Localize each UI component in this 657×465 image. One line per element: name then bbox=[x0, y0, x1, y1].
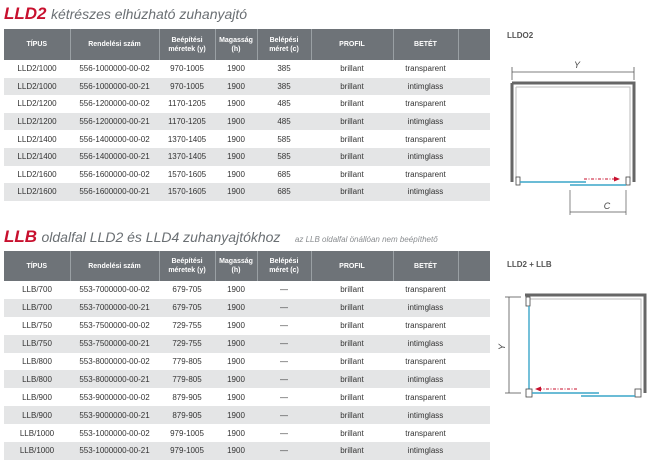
column-header-text: Beépítési bbox=[171, 258, 203, 265]
table-cell: — bbox=[257, 299, 311, 317]
table-cell: transparent bbox=[393, 130, 458, 148]
table-cell: 556-1200000-00-21 bbox=[70, 113, 159, 131]
table-cell: brillant bbox=[311, 78, 393, 96]
table-cell-spacer bbox=[458, 113, 490, 131]
column-header-text: Rendelési szám bbox=[88, 262, 141, 270]
column-header-text: Belépési bbox=[269, 36, 299, 44]
lld2-diagram-label: LLDO2 bbox=[507, 31, 534, 40]
wall-inner-line bbox=[516, 87, 630, 179]
table-cell-spacer bbox=[458, 406, 490, 424]
table-row bbox=[4, 317, 490, 335]
table-cell: brillant bbox=[311, 353, 393, 371]
table-cell: 685 bbox=[257, 183, 311, 201]
table-cell: transparent bbox=[393, 60, 458, 78]
table-cell: LLD2/1400 bbox=[4, 130, 70, 148]
table-cell: 879-905 bbox=[159, 406, 215, 424]
column-header bbox=[159, 251, 215, 281]
table-cell: 729-755 bbox=[159, 335, 215, 353]
column-header-text: BETÉT bbox=[414, 41, 437, 48]
table-cell: 1900 bbox=[215, 406, 257, 424]
table-row bbox=[4, 299, 490, 317]
table-cell: 553-9000000-00-02 bbox=[70, 388, 159, 406]
column-header-spacer bbox=[458, 29, 490, 60]
wall-outline bbox=[525, 295, 645, 393]
table-cell: 1900 bbox=[215, 353, 257, 371]
column-header bbox=[4, 29, 70, 60]
table-row bbox=[4, 424, 490, 442]
table-row bbox=[4, 95, 490, 113]
table-cell: 1900 bbox=[215, 370, 257, 388]
table-cell: 1900 bbox=[215, 281, 257, 299]
table-cell-spacer bbox=[458, 370, 490, 388]
table-cell: brillant bbox=[311, 406, 393, 424]
table-cell: LLD2/1600 bbox=[4, 183, 70, 201]
column-header bbox=[70, 29, 159, 60]
table-cell: brillant bbox=[311, 183, 393, 201]
column-header bbox=[311, 29, 393, 60]
table-cell: LLB/750 bbox=[4, 335, 70, 353]
table-cell-spacer bbox=[458, 130, 490, 148]
table-cell: 385 bbox=[257, 60, 311, 78]
table-cell: transparent bbox=[393, 424, 458, 442]
column-header bbox=[215, 251, 257, 281]
table-cell: 1900 bbox=[215, 388, 257, 406]
column-header-text: PROFIL bbox=[339, 41, 365, 48]
table-row bbox=[4, 166, 490, 184]
table-cell: LLB/700 bbox=[4, 281, 70, 299]
table-cell: 685 bbox=[257, 166, 311, 184]
table-cell: brillant bbox=[311, 317, 393, 335]
table-cell: brillant bbox=[311, 148, 393, 166]
table-cell: 1900 bbox=[215, 113, 257, 131]
table-cell: LLB/750 bbox=[4, 317, 70, 335]
table-cell-spacer bbox=[458, 166, 490, 184]
right-profile bbox=[626, 177, 630, 185]
table-cell: 556-1000000-00-02 bbox=[70, 60, 159, 78]
table-cell-spacer bbox=[458, 353, 490, 371]
table-cell: brillant bbox=[311, 130, 393, 148]
table-cell: 553-7000000-00-21 bbox=[70, 299, 159, 317]
column-header-text: (h) bbox=[231, 45, 241, 53]
table-cell: — bbox=[257, 317, 311, 335]
table-cell: 556-1400000-00-21 bbox=[70, 148, 159, 166]
table-cell: intimglass bbox=[393, 183, 458, 201]
table-row bbox=[4, 388, 490, 406]
table-cell: LLB/1000 bbox=[4, 442, 70, 460]
table-cell: — bbox=[257, 335, 311, 353]
table-cell: LLB/900 bbox=[4, 388, 70, 406]
table-cell: intimglass bbox=[393, 370, 458, 388]
table-cell-spacer bbox=[458, 148, 490, 166]
table-cell-spacer bbox=[458, 95, 490, 113]
table-cell: 729-755 bbox=[159, 317, 215, 335]
table-cell-spacer bbox=[458, 78, 490, 96]
column-header-text: méret (c) bbox=[269, 267, 299, 274]
column-header bbox=[393, 251, 458, 281]
lld2-subtitle: kétrészes elhúzható zuhanyajtó bbox=[50, 6, 248, 22]
table-cell-spacer bbox=[458, 388, 490, 406]
table-cell: 485 bbox=[257, 95, 311, 113]
column-header-text: méret (c) bbox=[269, 45, 299, 53]
llb-brand: LLB bbox=[4, 227, 38, 246]
table-cell: 556-1200000-00-02 bbox=[70, 95, 159, 113]
column-header-text: Rendelési szám bbox=[88, 41, 141, 48]
table-cell: 485 bbox=[257, 113, 311, 131]
table-row bbox=[4, 335, 490, 353]
lld2-title bbox=[4, 4, 247, 24]
llb-floorplan-diagram bbox=[495, 285, 650, 410]
table-cell: transparent bbox=[393, 353, 458, 371]
table-cell: LLD2/1000 bbox=[4, 78, 70, 96]
table-cell: 1370-1405 bbox=[159, 148, 215, 166]
column-header bbox=[257, 29, 311, 60]
table-row bbox=[4, 78, 490, 96]
table-cell: 553-7000000-00-02 bbox=[70, 281, 159, 299]
column-header-text: PROFIL bbox=[339, 262, 365, 270]
table-cell: transparent bbox=[393, 95, 458, 113]
table-cell: brillant bbox=[311, 299, 393, 317]
lld2-brand: LLD2 bbox=[4, 4, 47, 23]
llb-diagram-label: LLD2 + LLB bbox=[507, 260, 552, 269]
table-cell: 1900 bbox=[215, 130, 257, 148]
table-cell: brillant bbox=[311, 335, 393, 353]
table-cell: LLB/800 bbox=[4, 370, 70, 388]
table-cell: 879-905 bbox=[159, 388, 215, 406]
llb-spec-table bbox=[4, 251, 490, 460]
table-cell: 1900 bbox=[215, 183, 257, 201]
table-cell: 679-705 bbox=[159, 299, 215, 317]
table-cell: 1900 bbox=[215, 166, 257, 184]
table-cell: — bbox=[257, 281, 311, 299]
table-cell: 970-1005 bbox=[159, 60, 215, 78]
table-cell: — bbox=[257, 370, 311, 388]
table-cell: 970-1005 bbox=[159, 78, 215, 96]
table-cell: 1900 bbox=[215, 299, 257, 317]
table-cell-spacer bbox=[458, 424, 490, 442]
column-header-spacer bbox=[458, 251, 490, 281]
wall-outline bbox=[512, 83, 634, 182]
column-header-text: Magasság bbox=[219, 36, 253, 44]
table-cell: — bbox=[257, 442, 311, 460]
wall-inner-line bbox=[529, 299, 641, 393]
table-cell: — bbox=[257, 353, 311, 371]
table-cell: intimglass bbox=[393, 335, 458, 353]
table-cell: LLB/700 bbox=[4, 299, 70, 317]
table-cell: 585 bbox=[257, 130, 311, 148]
table-cell: LLD2/1600 bbox=[4, 166, 70, 184]
lld2-floorplan-diagram bbox=[500, 55, 650, 220]
table-cell: 556-1600000-00-02 bbox=[70, 166, 159, 184]
table-cell: brillant bbox=[311, 166, 393, 184]
table-row bbox=[4, 406, 490, 424]
column-header bbox=[4, 251, 70, 281]
table-cell: LLD2/1000 bbox=[4, 60, 70, 78]
table-cell: 1900 bbox=[215, 60, 257, 78]
table-cell: — bbox=[257, 388, 311, 406]
table-cell: brillant bbox=[311, 424, 393, 442]
table-cell-spacer bbox=[458, 60, 490, 78]
table-cell: intimglass bbox=[393, 406, 458, 424]
table-cell: brillant bbox=[311, 95, 393, 113]
table-cell: 1900 bbox=[215, 317, 257, 335]
table-cell: brillant bbox=[311, 388, 393, 406]
table-cell: brillant bbox=[311, 113, 393, 131]
table-cell: 1570-1605 bbox=[159, 166, 215, 184]
table-cell-spacer bbox=[458, 281, 490, 299]
table-cell: intimglass bbox=[393, 113, 458, 131]
dimension-c-line bbox=[570, 190, 626, 215]
table-cell: transparent bbox=[393, 388, 458, 406]
column-header-text: Belépési bbox=[269, 258, 299, 265]
table-cell: LLD2/1200 bbox=[4, 113, 70, 131]
column-header-text: TÍPUS bbox=[26, 262, 48, 270]
table-cell: 1900 bbox=[215, 335, 257, 353]
column-header-text: (h) bbox=[231, 267, 241, 274]
table-cell: brillant bbox=[311, 370, 393, 388]
table-cell: 553-7500000-00-21 bbox=[70, 335, 159, 353]
table-row bbox=[4, 370, 490, 388]
column-header bbox=[159, 29, 215, 60]
table-cell: LLD2/1400 bbox=[4, 148, 70, 166]
table-cell: 1570-1605 bbox=[159, 183, 215, 201]
corner-profile bbox=[526, 389, 532, 397]
arrow-head-left bbox=[535, 387, 541, 392]
table-cell-spacer bbox=[458, 299, 490, 317]
table-cell: intimglass bbox=[393, 442, 458, 460]
table-cell: 556-1600000-00-21 bbox=[70, 183, 159, 201]
llb-subtitle: oldalfal LLD2 és LLD4 zuhanyajtókhoz bbox=[41, 229, 281, 245]
dimension-y-label: Y bbox=[497, 343, 507, 351]
column-header-text: Beépítési bbox=[171, 36, 203, 44]
column-header-text: TÍPUS bbox=[26, 41, 48, 48]
column-header bbox=[393, 29, 458, 60]
table-cell: 1370-1405 bbox=[159, 130, 215, 148]
side-panel-top-profile bbox=[526, 297, 530, 306]
table-cell: LLD2/1200 bbox=[4, 95, 70, 113]
right-profile bbox=[635, 389, 641, 397]
table-cell: 1170-1205 bbox=[159, 113, 215, 131]
table-cell: brillant bbox=[311, 281, 393, 299]
table-cell: brillant bbox=[311, 442, 393, 460]
llb-note: az LLB oldalfal önállóan nem beépíthető bbox=[294, 235, 438, 244]
table-cell: 779-805 bbox=[159, 370, 215, 388]
table-cell-spacer bbox=[458, 183, 490, 201]
table-cell: brillant bbox=[311, 60, 393, 78]
column-header-text: BETÉT bbox=[414, 262, 437, 270]
table-cell: 553-9000000-00-21 bbox=[70, 406, 159, 424]
table-cell: — bbox=[257, 406, 311, 424]
table-cell: 1170-1205 bbox=[159, 95, 215, 113]
table-cell: — bbox=[257, 424, 311, 442]
dimension-y-line bbox=[505, 297, 521, 393]
dimension-c-label: C bbox=[603, 201, 611, 211]
column-header-text: Magasság bbox=[219, 258, 253, 265]
table-cell: 553-8000000-00-02 bbox=[70, 353, 159, 371]
table-cell: 553-8000000-00-21 bbox=[70, 370, 159, 388]
table-cell: 553-1000000-00-21 bbox=[70, 442, 159, 460]
table-cell-spacer bbox=[458, 317, 490, 335]
table-cell: LLB/800 bbox=[4, 353, 70, 371]
table-cell: transparent bbox=[393, 317, 458, 335]
column-header bbox=[215, 29, 257, 60]
table-cell: transparent bbox=[393, 166, 458, 184]
table-cell: 553-7500000-00-02 bbox=[70, 317, 159, 335]
table-cell: intimglass bbox=[393, 299, 458, 317]
column-header-text: méretek (y) bbox=[168, 45, 206, 53]
left-profile bbox=[516, 177, 520, 185]
column-header bbox=[70, 251, 159, 281]
table-row bbox=[4, 353, 490, 371]
column-header bbox=[257, 251, 311, 281]
table-cell: intimglass bbox=[393, 148, 458, 166]
table-row bbox=[4, 60, 490, 78]
column-header-text: méretek (y) bbox=[168, 267, 206, 274]
table-cell: LLB/1000 bbox=[4, 424, 70, 442]
table-cell: 979-1005 bbox=[159, 424, 215, 442]
table-cell: 979-1005 bbox=[159, 442, 215, 460]
table-row bbox=[4, 281, 490, 299]
table-cell: 1900 bbox=[215, 442, 257, 460]
table-cell: 1900 bbox=[215, 78, 257, 96]
table-cell: 1900 bbox=[215, 424, 257, 442]
table-cell: 1900 bbox=[215, 95, 257, 113]
table-cell: 385 bbox=[257, 78, 311, 96]
table-cell: 556-1000000-00-21 bbox=[70, 78, 159, 96]
table-cell: 585 bbox=[257, 148, 311, 166]
llb-title bbox=[4, 227, 438, 247]
table-cell: transparent bbox=[393, 281, 458, 299]
table-cell: 679-705 bbox=[159, 281, 215, 299]
table-row bbox=[4, 183, 490, 201]
table-cell: 1900 bbox=[215, 148, 257, 166]
column-header bbox=[311, 251, 393, 281]
lld2-spec-table bbox=[4, 29, 490, 201]
table-cell-spacer bbox=[458, 442, 490, 460]
table-row bbox=[4, 148, 490, 166]
dimension-y-label: Y bbox=[573, 60, 581, 70]
table-cell: 553-1000000-00-02 bbox=[70, 424, 159, 442]
table-cell-spacer bbox=[458, 335, 490, 353]
table-cell: 779-805 bbox=[159, 353, 215, 371]
table-cell: 556-1400000-00-02 bbox=[70, 130, 159, 148]
table-row bbox=[4, 113, 490, 131]
table-row bbox=[4, 130, 490, 148]
arrow-head-right bbox=[614, 177, 620, 182]
table-cell: LLB/900 bbox=[4, 406, 70, 424]
table-cell: intimglass bbox=[393, 78, 458, 96]
table-row bbox=[4, 442, 490, 460]
